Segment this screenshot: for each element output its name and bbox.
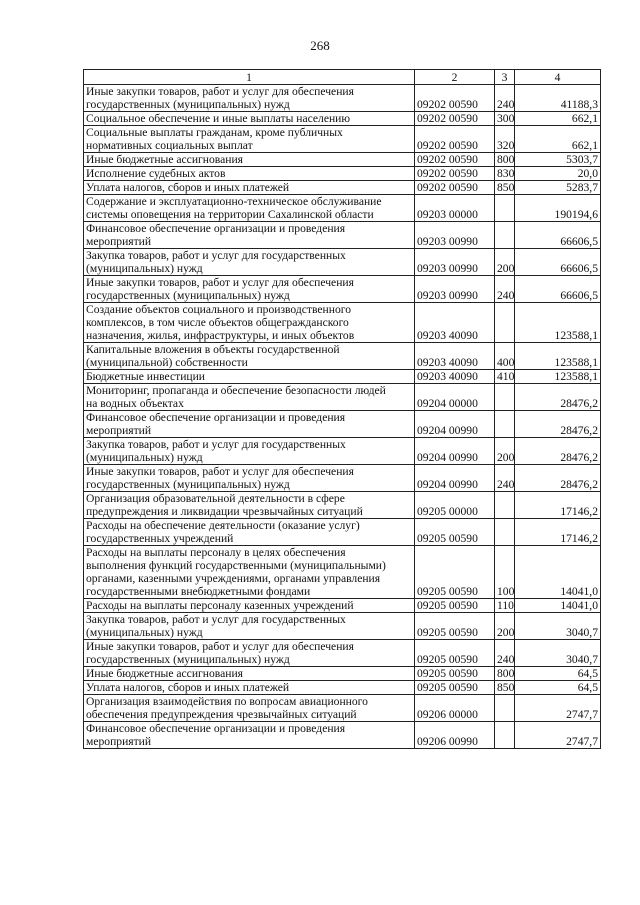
row-description [84,167,415,181]
row-code: 09203 40090 [415,343,495,370]
row-description [84,370,415,384]
row-code: 09203 40090 [415,370,495,384]
table-row [84,222,601,249]
page-number: 268 [310,38,330,53]
row-description [84,722,415,749]
row-code: 09205 00590 [415,519,495,546]
row-code: 09202 00590 [415,167,495,181]
header-col-3: 3 [495,70,515,85]
row-amount: 662,1 [515,112,601,126]
row-amount: 123588,1 [515,303,601,343]
description-line: государственных (муниципальных) нужд [86,289,290,302]
row-amount: 190194,6 [515,195,601,222]
description-line: Содержание и эксплуатационно-техническое обслуживание [86,195,382,208]
row-description [84,153,415,167]
row-amount: 28476,2 [515,384,601,411]
row-description [84,249,415,276]
description-line: Расходы на обеспечение деятельности (оказание услуг) [86,519,360,532]
table-row [84,681,601,695]
table-row [84,599,601,613]
row-code: 09203 00990 [415,276,495,303]
description-line: (муниципальных) нужд [86,262,203,275]
row-code: 09202 00590 [415,126,495,153]
row-expense-type [495,519,515,546]
row-code: 09205 00590 [415,599,495,613]
row-amount: 2747,7 [515,722,601,749]
row-amount: 28476,2 [515,465,601,492]
row-amount: 17146,2 [515,519,601,546]
row-amount: 64,5 [515,667,601,681]
row-code: 09202 00590 [415,181,495,195]
table-row [84,667,601,681]
description-line: мероприятий [86,424,152,437]
row-expense-type [495,411,515,438]
row-expense-type [495,492,515,519]
row-description [84,411,415,438]
row-code: 09204 00000 [415,384,495,411]
description-line: назначения, жилья, инфраструктуры, и иных объектов [86,329,355,342]
description-line: Иные бюджетные ассигнования [86,667,243,680]
table-row [84,195,601,222]
row-expense-type: 100 [495,546,515,599]
table-row [84,343,601,370]
description-line: Организация взаимодействия по вопросам авиационного [86,695,368,708]
row-code: 09205 00590 [415,546,495,599]
table-row [84,85,601,112]
table-row [84,181,601,195]
row-expense-type: 400 [495,343,515,370]
row-amount: 66606,5 [515,249,601,276]
row-expense-type: 200 [495,438,515,465]
row-description [84,667,415,681]
description-line: системы оповещения на территории Сахалинской области [86,208,374,221]
row-amount: 5303,7 [515,153,601,167]
row-description [84,276,415,303]
row-description [84,613,415,640]
row-description [84,640,415,667]
description-line: Иные бюджетные ассигнования [86,153,243,166]
header-col-4: 4 [515,70,601,85]
description-line: Капитальные вложения в объекты государственной [86,343,340,356]
description-line: органами, казенными учреждениями, органами управления [86,572,381,585]
row-amount: 28476,2 [515,438,601,465]
description-line: государственных (муниципальных) нужд [86,478,290,491]
table-row [84,370,601,384]
row-expense-type: 240 [495,276,515,303]
row-description [84,85,415,112]
row-description [84,181,415,195]
table-row [84,546,601,599]
row-description [84,695,415,722]
description-line: Исполнение судебных актов [86,167,226,180]
row-expense-type: 200 [495,249,515,276]
row-amount: 123588,1 [515,343,601,370]
description-line: Уплата налогов, сборов и иных платежей [86,681,290,694]
description-line: Расходы на выплаты персоналу казенных учреждений [86,599,354,612]
row-amount: 123588,1 [515,370,601,384]
description-line: мероприятий [86,235,152,248]
row-expense-type [495,303,515,343]
row-amount: 66606,5 [515,276,601,303]
row-code: 09202 00590 [415,85,495,112]
row-amount: 3040,7 [515,640,601,667]
row-description [84,195,415,222]
description-line: Финансовое обеспечение организации и проведения [86,222,346,235]
row-code: 09206 00000 [415,695,495,722]
row-description [84,546,415,599]
description-line: Уплата налогов, сборов и иных платежей [86,181,290,194]
row-code: 09205 00590 [415,667,495,681]
row-expense-type: 800 [495,153,515,167]
description-line: нормативных социальных выплат [86,139,253,152]
row-expense-type: 320 [495,126,515,153]
description-line: Иные закупки товаров, работ и услуг для обеспечения [86,276,354,289]
row-amount: 17146,2 [515,492,601,519]
description-line: выполнения функций государственными (муниципальными) [86,559,386,572]
description-line: мероприятий [86,735,152,748]
row-amount: 14041,0 [515,599,601,613]
row-code: 09203 00000 [415,195,495,222]
table-row [84,519,601,546]
table-row [84,722,601,749]
row-description [84,384,415,411]
row-expense-type: 240 [495,640,515,667]
row-code: 09203 40090 [415,303,495,343]
row-code: 09203 00990 [415,222,495,249]
row-code: 09204 00990 [415,465,495,492]
description-line: Социальные выплаты гражданам, кроме публичных [86,126,343,139]
table-row [84,249,601,276]
description-line: Социальное обеспечение и иные выплаты населению [86,112,351,125]
description-line: Организация образовательной деятельности в сфере [86,492,345,505]
row-description [84,519,415,546]
table-row [84,126,601,153]
description-line: Мониторинг, пропаганда и обеспечение безопасности людей [86,384,386,397]
description-line: Бюджетные инвестиции [86,370,206,383]
row-amount: 662,1 [515,126,601,153]
description-line: на водных объектах [86,397,184,410]
table-row [84,276,601,303]
row-code: 09204 00990 [415,438,495,465]
row-code: 09202 00590 [415,153,495,167]
table-row [84,303,601,343]
row-code: 09205 00590 [415,681,495,695]
description-line: комплексов, в том числе объектов общегражданского [86,316,349,329]
description-line: Закупка товаров, работ и услуг для государственных [86,438,346,451]
header-col-1: 1 [84,70,415,85]
row-amount: 28476,2 [515,411,601,438]
table-row [84,438,601,465]
table-row [84,411,601,438]
row-code: 09204 00990 [415,411,495,438]
header-row [84,70,601,85]
table-row [84,465,601,492]
row-amount: 2747,7 [515,695,601,722]
row-amount: 64,5 [515,681,601,695]
description-line: (муниципальной) собственности [86,356,248,369]
row-expense-type: 300 [495,112,515,126]
row-code: 09205 00000 [415,492,495,519]
description-line: Иные закупки товаров, работ и услуг для обеспечения [86,465,354,478]
row-description [84,126,415,153]
row-description [84,492,415,519]
description-line: Закупка товаров, работ и услуг для государственных [86,249,346,262]
row-code: 09206 00990 [415,722,495,749]
description-line: (муниципальных) нужд [86,451,203,464]
row-expense-type [495,222,515,249]
description-line: Финансовое обеспечение организации и проведения [86,722,346,735]
row-amount: 66606,5 [515,222,601,249]
row-expense-type [495,722,515,749]
table-row [84,640,601,667]
row-code: 09203 00990 [415,249,495,276]
table-row [84,384,601,411]
table-body [84,85,601,749]
description-line: государственными внебюджетными фондами [86,585,311,598]
row-expense-type [495,195,515,222]
table-row [84,153,601,167]
description-line: Расходы на выплаты персоналу в целях обеспечения [86,546,346,559]
row-code: 09205 00590 [415,613,495,640]
row-expense-type: 110 [495,599,515,613]
row-description [84,465,415,492]
row-expense-type: 200 [495,613,515,640]
row-description [84,438,415,465]
description-line: предупреждения и ликвидации чрезвычайных ситуаций [86,505,363,518]
row-description [84,343,415,370]
description-line: государственных (муниципальных) нужд [86,98,290,111]
row-expense-type: 830 [495,167,515,181]
row-amount: 20,0 [515,167,601,181]
row-expense-type: 240 [495,85,515,112]
table-row [84,112,601,126]
description-line: обеспечения предупреждения чрезвычайных ситуаций [86,708,357,721]
table-header [84,70,601,85]
description-line: Финансовое обеспечение организации и проведения [86,411,346,424]
description-line: Иные закупки товаров, работ и услуг для обеспечения [86,640,354,653]
row-amount: 14041,0 [515,546,601,599]
table-row [84,613,601,640]
description-line: (муниципальных) нужд [86,626,203,639]
row-description [84,303,415,343]
header-col-2: 2 [415,70,495,85]
row-expense-type: 850 [495,181,515,195]
row-description [84,599,415,613]
row-description [84,112,415,126]
description-line: государственных учреждений [86,532,234,545]
row-expense-type: 850 [495,681,515,695]
row-expense-type [495,695,515,722]
description-line: Закупка товаров, работ и услуг для государственных [86,613,346,626]
row-expense-type [495,384,515,411]
row-code: 09202 00590 [415,112,495,126]
table-row [84,492,601,519]
row-amount: 5283,7 [515,181,601,195]
table-row [84,695,601,722]
table-row [84,167,601,181]
row-description [84,681,415,695]
description-line: Иные закупки товаров, работ и услуг для обеспечения [86,85,354,98]
row-expense-type: 800 [495,667,515,681]
row-amount: 3040,7 [515,613,601,640]
row-expense-type: 410 [495,370,515,384]
description-line: государственных (муниципальных) нужд [86,653,290,666]
row-code: 09205 00590 [415,640,495,667]
description-line: Создание объектов социального и производственного [86,303,352,316]
row-amount: 41188,3 [515,85,601,112]
row-expense-type: 240 [495,465,515,492]
budget-table [83,69,601,749]
row-description [84,222,415,249]
